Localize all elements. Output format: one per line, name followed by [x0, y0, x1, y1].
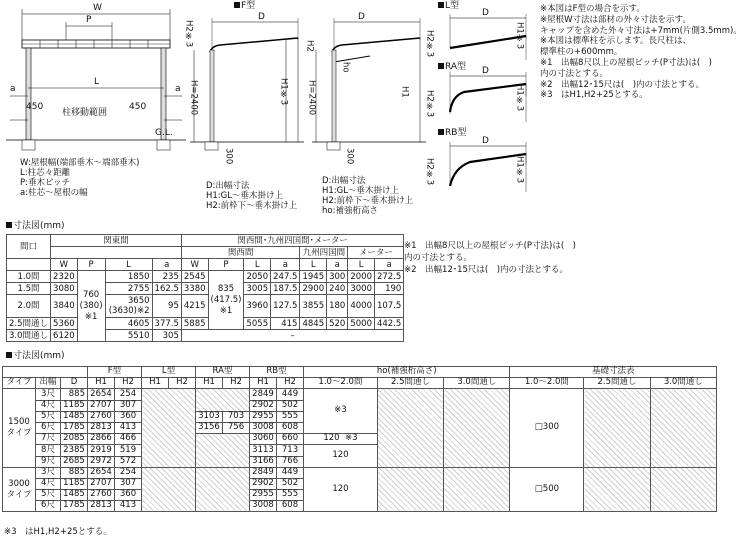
t1-h-w2: W	[181, 259, 208, 271]
t2-kiso-1500: □300	[510, 389, 584, 467]
note-1: ※本図はF型の場合を示す。	[540, 4, 645, 14]
rb-dim-h2: H2※3	[424, 158, 435, 186]
mid-dim-h2: H2	[304, 40, 315, 52]
l-type-title: L型	[438, 1, 459, 12]
t1-h-p2: P	[208, 259, 244, 271]
t1-h-meter: メーター	[348, 247, 404, 259]
t2-h-kiso: 基礎寸法表	[510, 367, 717, 378]
l-dim-h2: H2※3	[424, 30, 435, 58]
mid-dim-d: D	[358, 12, 365, 22]
table2-footnote: ※3 はH1,H2+25とする。	[4, 527, 112, 537]
rb-type-title: RB型	[438, 128, 466, 139]
mid-dim-h1: H1	[399, 86, 410, 98]
table-row: 9尺 2685 2972 572 3166 766	[3, 456, 717, 467]
ra-dim-d: D	[482, 66, 489, 76]
top-notes	[540, 4, 742, 101]
t1-h-a: a	[152, 259, 181, 271]
t1-h-kl: L	[244, 259, 271, 271]
note-8: ※2 出幅12･15尺は( )内の寸法とする。	[540, 79, 705, 90]
note-5: 標準柱の+600mm。	[540, 47, 623, 58]
dim-a-right-label: a	[175, 84, 181, 94]
legend-a: a:柱芯～屋根の幅	[20, 188, 88, 198]
table-row: 7尺 2085 2866 466 3060 660 120 ※3	[3, 434, 717, 445]
t1-h-ka: a	[271, 259, 300, 271]
table-row: 3000 タイプ 3尺 885 2654 254 2849 449 120 □500	[3, 467, 717, 478]
t1-h-kanto: 関東間	[51, 235, 182, 247]
dim-p-label: P	[86, 15, 92, 25]
table-row: 6尺 1785 2813 413 3008 608	[3, 501, 717, 512]
mid-legend-h1: H1:GL～垂木掛け上	[322, 186, 399, 196]
mid-legend-d: D:出幅寸法	[322, 176, 366, 186]
t2-h-l: L型	[142, 367, 196, 378]
t1-h-ma: a	[374, 259, 403, 271]
dim-l-label: L	[94, 77, 100, 87]
l-dim-h1: H1※3	[514, 22, 525, 50]
table-row: 3.0間通し 6120 5510 305 –	[7, 330, 404, 342]
t2-type-1500: 1500 タイプ	[3, 389, 36, 467]
t1-h-w: W	[51, 259, 78, 271]
table-row: 2.5間通し 5360 4605 377.5 5885 5055 415 4845 520 5000 442.5	[7, 318, 404, 330]
legend-p: P:垂木ピッチ	[20, 178, 71, 188]
f-dim-300: 300	[223, 148, 234, 165]
dim-450-left-label: 450	[26, 102, 44, 112]
dim-450-right-label: 450	[129, 102, 147, 112]
ra-dim-h2: H2※3	[424, 90, 435, 118]
f-dim-h: H=2400	[188, 80, 199, 116]
table-row: 5尺 1485 2760 360 2955 555	[3, 490, 717, 501]
bullet-icon	[6, 222, 12, 228]
mid-dim-ho: ho	[340, 62, 351, 73]
bullet-icon	[6, 352, 12, 358]
ra-dim-h1: H1※3	[514, 84, 525, 112]
t1-h-blank	[7, 259, 51, 271]
t1-h-ml: L	[348, 259, 375, 271]
post-range-label: 柱移動範囲	[62, 108, 108, 118]
t1-h-kyushu: 九州四国間	[300, 247, 348, 259]
t1-h-kansai: 関西間･九州四国間･メーター	[181, 235, 403, 247]
t1-p-kanto: 760 (380) ※1	[77, 271, 105, 342]
note-6: ※1 出幅8尺以上の屋根ピッチ(P寸法)は( )	[540, 57, 712, 68]
t2-h-f: F型	[88, 367, 142, 378]
f-type-side-elevation	[180, 0, 310, 200]
mid-legend-ho: ho:補強桁高さ	[322, 206, 378, 216]
t1-h-maguchi: 間口	[7, 235, 51, 259]
table2: F型 L型 RA型 RB型 ho(補強桁高さ) 基礎寸法表 タイプ 出幅 D H1 H2 H1 H2 H1 H2 H1 H2 1.0～2.0間 2.5間通し 3.0間通し 1.0～2.0間 2.5間通し 3.0間通し 1500 タイプ 3尺 885 2654 254 2849 449 ※3 □300 4尺 1185 2707 307 2902 502 5尺 1485 2760 360 3103 703 2955 555 6尺 1785 2813 413 3156 756 3008 608 7尺 2085 2866 466 3060 660 120 ※3 8尺 2385 2919 519 3113 713 120 9尺 2685 2972 572 3166 766 3000 タイプ 3尺 885 2654 254 2849 449 120 □500 4尺 1185 2707 307 2902 502 5尺 1485 2760 360 2955 555 6尺 1785 2813 413 3008 608	[2, 366, 717, 512]
f-legend	[206, 181, 297, 211]
dim-w-label: W	[93, 3, 102, 13]
table-row: 4尺 1185 2707 307 2902 502	[3, 478, 717, 489]
mid-dim-300: 300	[344, 148, 355, 165]
t2-kiso-3000: □500	[510, 467, 584, 512]
t1-h-kansai-sub: 関西間	[181, 247, 300, 259]
table1-title: 寸法図(mm)	[6, 221, 65, 232]
f-dim-d: D	[258, 12, 265, 22]
note-9: ※3 はH1,H2+25とする。	[540, 90, 648, 101]
mid-legend-h2: H2:前枠下～垂木掛け上	[322, 196, 414, 206]
table-row: 6尺 1785 2813 413 3156 756 3008 608	[3, 422, 717, 433]
rb-dim-h1: H1※3	[514, 156, 525, 184]
note-3: キャップを含めた外々寸法は+7mm(片側3.5mm)。	[540, 25, 742, 36]
f-dim-h1: H1※3	[278, 78, 289, 106]
note-7: 内の寸法とする。	[540, 68, 609, 79]
rb-dim-d: D	[482, 136, 489, 146]
t2-h-ho: ho(補強桁高さ)	[304, 367, 510, 378]
left-legend	[20, 158, 139, 198]
mid-legend	[322, 176, 413, 216]
f-legend-h1: H1:GL～垂木掛け上	[206, 191, 283, 201]
t2-type-3000: 3000 タイプ	[3, 467, 36, 512]
f-dim-h2: H2※3	[183, 20, 194, 48]
table-row: 5尺 1485 2760 360 3103 703 2955 555	[3, 411, 717, 422]
t1-h-p: P	[77, 259, 105, 271]
ra-type-title: RA型	[438, 62, 466, 73]
t1-h-qa: a	[327, 259, 348, 271]
table-row: 4尺 1185 2707 307 2902 502	[3, 400, 717, 411]
t1-h-ql: L	[300, 259, 327, 271]
t2-ho-mark: ※3	[304, 389, 378, 434]
f-type-title: F型	[234, 1, 255, 12]
f-legend-d: D:出幅寸法	[206, 181, 250, 191]
note-2: ※屋根W寸法は部材の外々寸法を示す。	[540, 14, 691, 25]
note-4: ※本図は標準柱を示します。長尺柱は、	[540, 36, 691, 47]
table-row: 1.0間 2320 760 (380) ※1 1850 235 2545 835 (417.5) ※1 2050 247.5 1945 300 2000 272.5	[7, 271, 404, 283]
table2-title: 寸法図(mm)	[6, 351, 65, 362]
t2-h-rb: RB型	[250, 367, 304, 378]
t1-p-kansai: 835 (417.5) ※1	[208, 271, 244, 330]
legend-w: W:屋根幅(端部垂木～端部垂木)	[20, 158, 140, 168]
table1-notes: ※1 出幅8尺以上の屋根ピッチ(P寸法)は( ) 内の寸法とする。 ※2 出幅12･15尺は( )内の寸法とする。	[404, 241, 576, 275]
table1	[6, 234, 404, 342]
t1-h-l: L	[105, 259, 152, 271]
mid-dim-h: H=2400	[306, 80, 317, 116]
legend-l: L:柱芯々距離	[20, 168, 71, 178]
ground-level-label: G.L.	[155, 128, 173, 138]
t1-h-kanto-blank	[51, 247, 182, 259]
f-legend-h2: H2:前枠下～垂木掛け上	[206, 201, 298, 211]
table-row: 1.5間 3080 2755 162.5 3380 3005 187.5 2900 240 3000 190	[7, 283, 404, 295]
t2-h-ra: RA型	[196, 367, 250, 378]
table-row: 1500 タイプ 3尺 885 2654 254 2849 449 ※3 □300	[3, 389, 717, 400]
dim-a-left-label: a	[10, 84, 16, 94]
l-dim-d: D	[482, 8, 489, 18]
table-row: 2.0間 3840 3650 (3630)※2 95 4215 3960 127.5 3855 180 4000 107.5	[7, 295, 404, 318]
table-row: 8尺 2385 2919 519 3113 713 120	[3, 445, 717, 456]
